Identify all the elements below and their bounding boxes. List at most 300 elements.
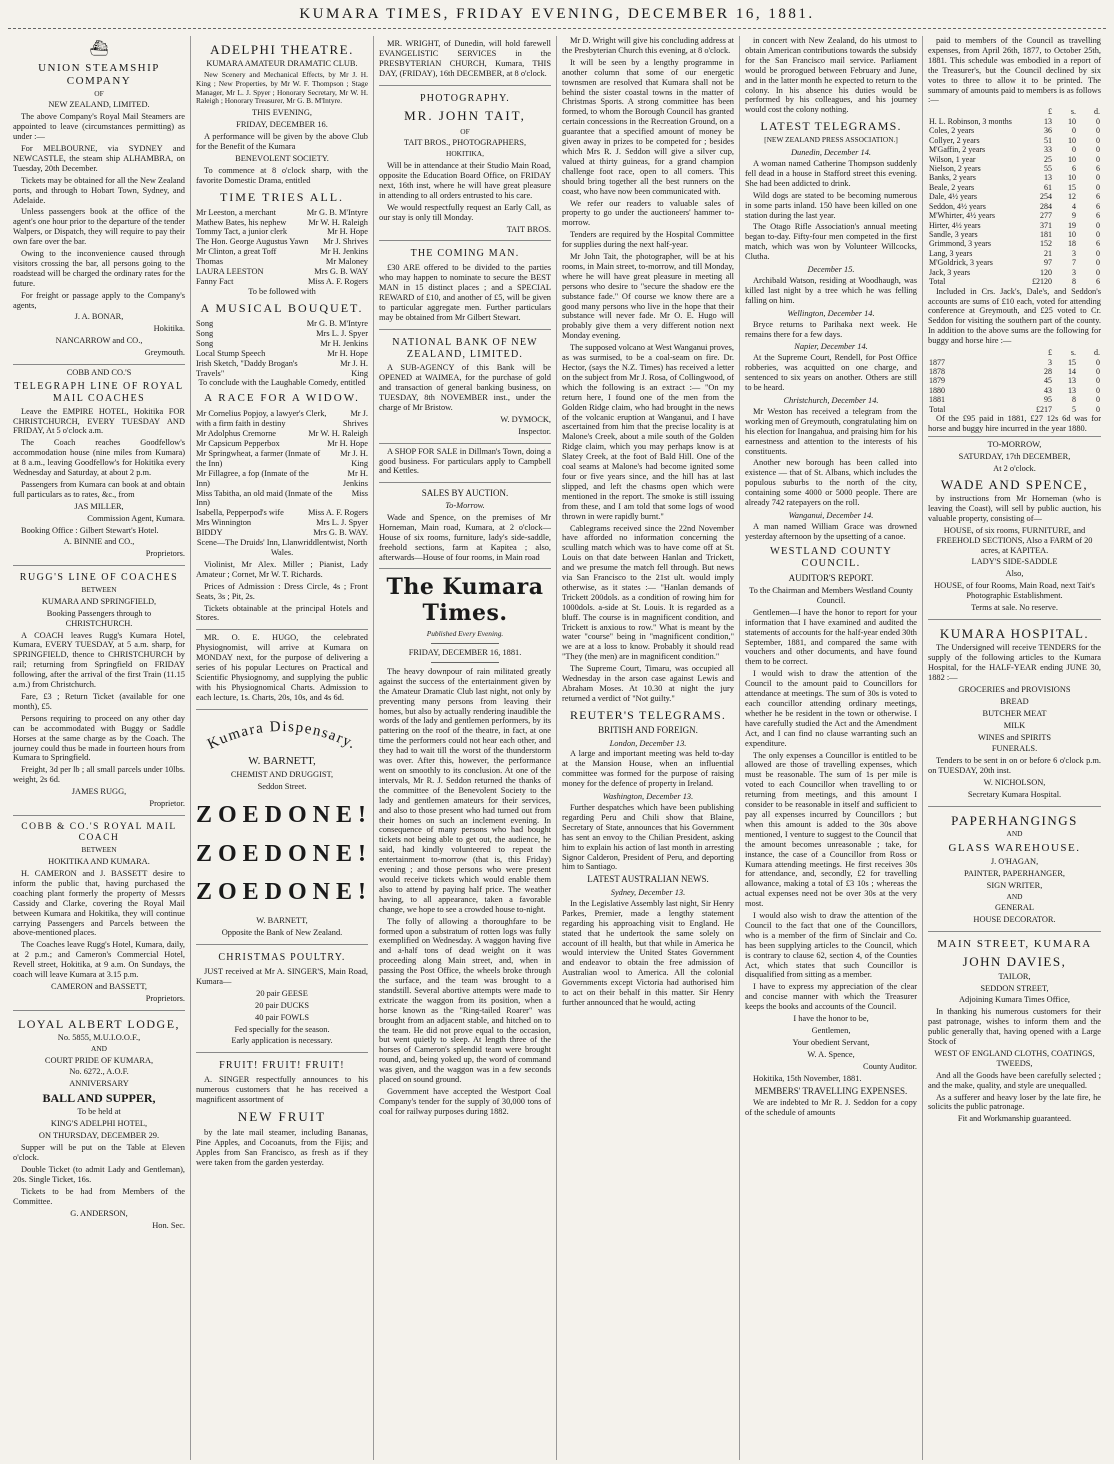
table-cell: 371 xyxy=(1040,220,1052,230)
performer-name: Mr J. H. King xyxy=(340,448,368,468)
table-row xyxy=(928,164,1101,173)
ad-text: SIGN WRITER, xyxy=(986,880,1043,890)
section-subheading: BRITISH AND FOREIGN. xyxy=(598,724,698,735)
edition-date: FRIDAY, DECEMBER 16, 1881. xyxy=(408,648,522,658)
ad-text: Terms at sale. No reserve. xyxy=(971,603,1058,613)
play-title: A MUSICAL BOUQUET. xyxy=(200,300,364,315)
cast-row xyxy=(196,267,368,277)
table-cell: 0 xyxy=(1096,135,1100,145)
adelphi-theatre-ad xyxy=(196,36,368,630)
table-cell: 3 xyxy=(1072,267,1076,277)
performer-name: Miss A. F. Rogers xyxy=(307,277,368,287)
ad-text: Proprietors. xyxy=(145,549,185,559)
table-cell: 51 xyxy=(1044,135,1052,145)
ad-signature: W. DYMOCK, xyxy=(500,414,551,424)
table-cell: 6 xyxy=(1096,277,1100,287)
ad-subtitle: SATURDAY, 17th DECEMBER, xyxy=(958,451,1071,461)
ad-text: HOUSE DECORATOR. xyxy=(973,915,1056,925)
article-paragraph: A woman named Catherine Thompson suddenly fell dead in a house in Stafford street this evening. She had been addicted to drink. xyxy=(745,159,917,188)
article-paragraph: We refer our readers to valuable sales of property to go under the auctioneers' hammer to-morrow. xyxy=(562,198,734,228)
ad-text: To-Morrow. xyxy=(445,500,485,510)
table-cell: Hirter, 4½ years xyxy=(929,220,981,230)
table-row xyxy=(928,126,1101,135)
table-cell: 61 xyxy=(1044,182,1052,192)
role-name: Miss Tabitha, an old maid (Inmate of the Inn) xyxy=(196,488,333,508)
ad-text: CHEMIST AND DRUGGIST, xyxy=(230,769,334,779)
cast-row xyxy=(196,277,368,287)
ad-text: At 2 o'clock. xyxy=(993,463,1036,473)
table-cell: 3 xyxy=(1072,248,1076,258)
table-row xyxy=(928,136,1101,145)
performer-name: Miss A. F. Rogers xyxy=(307,508,368,518)
table-cell: 0 xyxy=(1096,220,1100,230)
table-cell: 13 xyxy=(1044,173,1052,183)
article-paragraph: Of the £95 paid in 1881, £27 12s 6d was for horse and buggy hire incurred in the year 1880. xyxy=(928,414,1101,434)
table-cell: Dale, 4½ years xyxy=(929,192,977,202)
national-bank-ad xyxy=(379,330,551,444)
role-name: Fanny Fact xyxy=(196,277,234,287)
table-cell: Seddon, 4½ years xyxy=(929,201,986,211)
table-cell: 254 xyxy=(1040,192,1052,202)
table-cell: 10 xyxy=(1068,230,1076,240)
zoedone-heading: ZOEDONE! xyxy=(196,879,373,906)
ad-text: The Coach reaches Goodfellow's accommodation house (nine miles from Kumara) at 8 a.m., leaving Goodfellow's for Hokitika every Wednesday and Saturday, at about 2 p.m. xyxy=(13,438,185,478)
ad-text: Commission Agent, Kumara. xyxy=(87,513,185,523)
ad-text: New Scenery and Mechanical Effects, by Mr J. H. King ; New Properties, by Mr W. F. Thompson ; Stage Manager, Mr L. J. Spyer ; Honorary Secretary, Mr W. H. Raleigh ; Honorary Treasurer, Mr G. B. M'Intyre. xyxy=(196,70,368,106)
ad-text: AND xyxy=(1006,891,1023,901)
column-1 xyxy=(8,36,191,1460)
table-cell: 6 xyxy=(1096,163,1100,173)
article-paragraph: The Supreme Court, Timaru, was occupied all Wednesday in the arson case against Lewis and Abraham Moses. At 10.30 at night the jury returned a verdict of "Not guilty." xyxy=(562,664,734,703)
performer-name: Mr H. Jenkins xyxy=(342,468,368,488)
ad-text: The Coaches leave Rugg's Hotel, Kumara, daily, at 2 p.m.; and Cameron's Commercial Hotel, Revell street, Hokitika, at 9 a.m. On Sundays, the coach will leave Kumara at 3.15 p.m. xyxy=(13,940,185,980)
cast-list xyxy=(196,208,368,287)
table-cell: Jack, 3 years xyxy=(929,267,971,277)
ad-text: Secretary Kumara Hospital. xyxy=(967,790,1062,800)
ad-subtitle: BENEVOLENT SOCIETY. xyxy=(235,153,329,163)
dateline: Sydney, December 13. xyxy=(610,887,686,897)
dispensary-ad xyxy=(196,710,373,946)
ad-text: Double Ticket (to admit Lady and Gentleman), 20s. Single Ticket, 16s. xyxy=(13,1164,185,1184)
publication-note: Published Every Evening. xyxy=(426,629,504,639)
article-paragraph: Cablegrams received since the 22nd November have afforded no information concerning the sculling match which was to have come off at St. Louis on that date between Hanlan and Trickett, and we presume the match fell through. But news via San Francisco to the 21st ult. would imply otherwise, as it states :— "Hanlan demands of Trickett 200dols. as a condition of rowing him for 1000dols. a-side at St. Louis. It is regarded as a bluff. The course is in magnificent condition, and Trickett is anxious to row." What is meant by the water "course" being in "magnificent condition," we are at a loss to know. Probably it should read "They (the men) are in magnificent condition." xyxy=(562,523,734,662)
ad-text: No. 5855, M.U.I.O.O.F., xyxy=(57,1032,141,1042)
table-row xyxy=(928,395,1101,404)
table-cell: 25 xyxy=(1044,154,1052,164)
article-paragraph: At the Supreme Court, Rendell, for Post Office robberies, was acquitted on one charge, and sentenced to six years on another. Others are still to be heard. xyxy=(745,353,917,393)
role-name: Song xyxy=(196,328,214,338)
ad-text: Owing to the inconvenience caused through visitors crossing the bar, all persons going to the roadstead will be charged the ordinary rates for the future. xyxy=(13,249,185,288)
table-cell: 18 xyxy=(1068,239,1076,249)
article-paragraph: Further despatches which have been publishing regarding Peru and Chili show that Blaine, Secretary of State, announces that his Government has sent an envoy to the Chilian President, asking him to explain his action of last month in arresting Signor Calderon, President of Peru, and deporting him to Santiago. xyxy=(562,803,734,872)
section-heading: LATEST TELEGRAMS. xyxy=(760,119,902,134)
table-cell: H. L. Robinson, 3 months xyxy=(929,116,1012,126)
ad-title: KUMARA HOSPITAL. xyxy=(939,625,1090,641)
role-name: Mr Fillagree, a fop (Inmate of the Inn) xyxy=(196,468,309,488)
cast-row xyxy=(196,359,368,379)
ad-text: HOKITIKA, xyxy=(446,149,484,159)
ad-text: FRIDAY, DECEMBER 16. xyxy=(236,120,328,130)
ad-text: KING'S ADELPHI HOTEL, xyxy=(50,1119,148,1129)
cast-row xyxy=(196,319,368,329)
table-cell: 1878 xyxy=(929,366,945,376)
ad-text: To be followed with xyxy=(248,286,316,296)
table-cell: 0 xyxy=(1096,248,1100,258)
performer-name: Mrs L. J. Spyer xyxy=(316,518,368,528)
article-paragraph: Tenders are required by the Hospital Committee for supplies during the next half-year. xyxy=(562,230,734,250)
article-paragraph: A large and important meeting was held to-day at the Mansion House, when an influential committee was formed for the purpose of raising money for the defence of property in Ireland. xyxy=(562,749,734,789)
page-header xyxy=(0,0,1114,34)
ad-signature: A. BINNIE and CO., xyxy=(63,537,135,547)
ad-text: BETWEEN xyxy=(81,845,117,855)
steamship-icon: ⛴ xyxy=(89,41,109,57)
ad-text: ON THURSDAY, DECEMBER 29. xyxy=(38,1131,160,1141)
svg-text:Kumara Dispensary.: Kumara Dispensary. xyxy=(205,718,359,753)
ad-signature: G. ANDERSON, xyxy=(70,1208,128,1218)
table-cell: 28 xyxy=(1044,366,1052,376)
article-paragraph: I would wish to draw the attention of the Council to the amount paid to Councillors for attendance at meetings. The sum of 30s is voted to each councillor attending ordinary meetings, whether he be resident in the town or otherwise. I have carefully studied the Act and the Amendment Act, and I can find no clause warranting such an expenditure. xyxy=(745,669,917,748)
wade-spence-auction-ad xyxy=(928,436,1101,620)
ad-text: GENERAL xyxy=(994,903,1035,913)
table-row xyxy=(928,268,1101,277)
table-cell: 97 xyxy=(1044,258,1052,268)
cast-row xyxy=(196,247,368,257)
performer-name: Mrs G. B. WAY xyxy=(314,267,368,277)
cast-row xyxy=(196,227,368,237)
ad-text: Tickets to be had from Members of the Committee. xyxy=(13,1186,185,1206)
article-paragraph: To the Chairman and Members Westland County Council. xyxy=(749,586,913,605)
hire-table xyxy=(928,348,1101,414)
table-cell: 55 xyxy=(1044,163,1052,173)
signoff: I have the honor to be, xyxy=(793,1014,869,1024)
cast-row xyxy=(196,218,368,228)
role-name: Song xyxy=(196,318,214,328)
table-cell: 10 xyxy=(1068,173,1076,183)
poultry-list xyxy=(196,989,368,1023)
ad-title: ADELPHI THEATRE. xyxy=(210,42,354,57)
ad-signature: J. A. BONAR, xyxy=(74,312,124,322)
ad-title: UNION STEAMSHIP COMPANY xyxy=(38,61,160,87)
cast-row xyxy=(196,439,368,449)
song-list xyxy=(196,319,368,378)
cast-row xyxy=(196,208,368,218)
ad-text: Inspector. xyxy=(518,426,551,436)
ad-text: We would respectfully request an Early Call, as our stay is only till Monday. xyxy=(379,202,551,222)
header-rule xyxy=(8,28,1106,29)
role-name: Tommy Tact, a junior clerk xyxy=(196,227,288,237)
performer-name: Mr H. Hope xyxy=(327,348,368,358)
cast-list xyxy=(196,409,368,538)
table-cell: Banks, 2 years xyxy=(929,173,976,183)
ad-signature: TAIT BROS. xyxy=(506,224,551,234)
table-cell: 1877 xyxy=(929,357,945,367)
ad-text: MR. O. E. HUGO, the celebrated Physiognomist, will arrive at Kumara on MONDAY next, for the purpose of delivering a series of his popular Lectures on Practical and Scientific Physiognomy, and supplying the public with his Physiognomical Charts. Admission to each lecture, 1s. Charts, 20s, 10s, and 4s 6d. xyxy=(196,633,368,702)
article-paragraph: The heavy downpour of rain militated greatly against the success of the entertainment given by the Amateur Dramatic Club last night, not only by preventing many persons from leaving their homes, but also by actually rendering inaudible the words of the lady and gentlemen performers, by its pattering on the roof of the theatre, in fact, at one time the performers could not hear each other, and they had to wait till the worst of the thunderstorm was over. After this, however, the performance went on smoothly to its conclusion. At one of the intervals, Mr R. J. Seddon returned the thanks of the committee of the Benevolent Society to the lady and gentlemen amateurs for their services, and also to those present who had turned out from their homes on such an inclement evening. In consequence of many persons who had bought tickets not being able to get out, the audience, he said, had kindly volunteered to repeat the entertainment to-morrow (that is, this Friday) evening ; and those persons who were present would receive tickets which would enable them also to attend by paying half price. The weather having, to all appearance, taken a favorable change, we hope to see a crowded house to-night. xyxy=(379,666,551,914)
ad-signature: CAMERON and BASSETT, xyxy=(51,981,147,991)
table-cell: 0 xyxy=(1096,154,1100,164)
dateline: December 15. xyxy=(807,265,855,275)
shop-sale-ad xyxy=(379,444,551,484)
table-cell: 14 xyxy=(1068,366,1076,376)
article-paragraph: The folly of allowing a thoroughfare to be formed upon a substratum of rotten logs was fully exemplified on Wednesday. A waggon having five and a-half tons of dead weight on it was proceeding along Main street, and, when in passing the Post Office, the wheels broke through the surface, and the team was brought to a standstill. Several abortive attempts were made to extricate the waggon from its position, when a horse known as the "Ring-tailed Roarer" was brought from an adjacent stable, and hitched on to the team. He did not prove equal to the occasion, but went quietly to sleep. At length three of the horses of Cameron's splendid team were brought round, and, being yoked up, the word of command was given, and the waggon was in a few seconds placed on sound ground. xyxy=(379,916,551,1085)
ad-signature: JAS MILLER, xyxy=(74,501,124,511)
list-item: 40 pair FOWLS xyxy=(255,1012,309,1022)
ad-title: PAPERHANGINGS xyxy=(951,813,1078,828)
table-cell: 6 xyxy=(1096,239,1100,249)
hospital-tender-ad xyxy=(928,620,1101,807)
ad-subtitle: MR. JOHN TAIT, xyxy=(404,108,526,124)
article-paragraph: Mr D. Wright will give his concluding address at the Presbyterian Church this evening, at 8 o'clock. xyxy=(562,36,734,55)
ad-text: A. SINGER respectfully announces to his numerous customers that he has received a magnificent assortment of xyxy=(196,1075,368,1104)
performer-name: Mr G. B. M'Intyre xyxy=(306,207,368,217)
role-name: Thomas xyxy=(196,257,223,267)
ad-text: ANNIVERSARY xyxy=(69,1079,129,1089)
ad-title: TELEGRAPH LINE OF ROYAL MAIL COACHES xyxy=(14,381,184,404)
list-item: LADY'S SIDE-SADDLE xyxy=(971,557,1058,567)
table-cell: 13 xyxy=(1068,376,1076,386)
performer-name: Mr Maloney xyxy=(325,257,368,267)
list-item: HOUSE, of six rooms, FURNITURE, and FREEHOLD SECTIONS, Also a FARM of 20 acres, at KAPITEA. xyxy=(936,525,1093,555)
table-cell: 1881 xyxy=(929,395,945,405)
list-item: HOUSE, of four Rooms, Main Road, next Tait's Photographic Establishment. xyxy=(934,581,1095,601)
table-cell: 7 xyxy=(1072,258,1076,268)
ad-text: AND xyxy=(90,1043,107,1053)
ad-subtitle: KUMARA AND SPRINGFIELD, xyxy=(41,596,157,606)
table-cell: 4 xyxy=(1072,201,1076,211)
play-title: TIME TRIES ALL. xyxy=(219,189,345,204)
ad-text: Proprietors. xyxy=(145,993,185,1003)
signoff: County Auditor. xyxy=(863,1061,917,1071)
table-cell: Collyer, 2 years xyxy=(929,135,980,145)
table-cell: 181 xyxy=(1040,230,1052,240)
ad-text: Will be in attendance at their Studio Main Road, opposite the Education Board Office, on FRIDAY next, 16th inst, where he will have great pleasure in attending to all orders entrusted to his care. xyxy=(379,161,551,200)
ad-text: by the late mail steamer, including Bananas, Pine Apples, and Cocoanuts, from the Fijis; and Apples from San Francisco, as fresh as if they were taken from the garden yesterday. xyxy=(196,1128,368,1167)
table-cell: M'Gaffin, 2 years xyxy=(929,145,986,155)
cast-row xyxy=(196,528,368,538)
ad-text: No. 6272., A.O.F. xyxy=(69,1067,129,1077)
article-paragraph: It will be seen by a lengthy programme in another column that some of our energetic townsmen are resolved that Kumara shall not be behind the sister coastal towns in the matter of Christmas Sports. A strong committee has been formed, to whom the Borough Council has granted certain concessions in the Recreation Ground, on a guarantee that a specified amount of money be given away in prizes to be competed for ; besides which Mrs R. J. Seddon will give a silver cup, valued at thirty guineas, for a grand champion challenge foot race, open to all comers. This should bring together all the best runners on the coast, who have now been communicated with. xyxy=(562,57,734,196)
ad-title: WADE AND SPENCE, xyxy=(940,476,1089,492)
ad-text: Prices of Admission : Dress Circle, 4s ; Front Seats, 3s ; Pit, 2s. xyxy=(196,581,368,601)
table-cell: 1879 xyxy=(929,376,945,386)
zoedone-heading: ZOEDONE! xyxy=(196,802,373,829)
ad-text: Fit and Workmanship guaranteed. xyxy=(957,1114,1072,1124)
paperhangings-ad xyxy=(928,807,1101,932)
table-cell: 0 xyxy=(1096,267,1100,277)
ad-subtitle: WEST OF ENGLAND CLOTHS, COATINGS, TWEEDS, xyxy=(934,1048,1095,1068)
performer-name: Mr W. H. Raleigh xyxy=(308,429,368,439)
performer-name: Mr H. Jenkins xyxy=(320,338,368,348)
ad-text: Tickets may be obtained for all the New Zealand ports, and through to Hobart Town, Sydney, and Adelaide. xyxy=(13,175,185,205)
ad-text: A performance will be given by the above Club for the Benefit of the Kumara xyxy=(196,131,368,151)
table-row xyxy=(928,258,1101,267)
ad-text: Early application is necessary. xyxy=(231,1036,333,1046)
ad-text: Supper will be put on the Table at Eleven o'clock. xyxy=(13,1143,185,1163)
table-row xyxy=(928,239,1101,248)
ad-text: £30 ARE offered to be divided to the parties who may happen to nominate to secure the BEST MAN in 15 distinct places ; and a SPECIAL REWARD of £10, and another of £5, will be given to particular aggregate men. Further particulars may be obtained from Mr Gilbert Stewart. xyxy=(379,263,551,322)
table-cell: 0 xyxy=(1096,404,1100,414)
table-row xyxy=(928,221,1101,230)
play-title: A RACE FOR A WIDOW. xyxy=(204,392,360,405)
performer-name: Mr H. Hope xyxy=(327,439,368,449)
table-cell: 0 xyxy=(1072,126,1076,136)
table-cell: 3 xyxy=(1048,357,1052,367)
performer-name: Mr W. H. Raleigh xyxy=(308,217,368,227)
dateline: Wanganui, December 14. xyxy=(788,510,874,520)
ad-text: BETWEEN xyxy=(81,585,117,595)
table-cell: Sandle, 3 years xyxy=(929,230,978,240)
ad-text: MR. WRIGHT, of Dunedin, will hold farewell EVANGELISTIC SERVICES in the PRESBYTERIAN CHURCH, Kumara, THIS DAY, (FRIDAY), 16th DECEMBER, at 8 o'clock. xyxy=(379,39,551,78)
ad-text: Fed specially for the season. xyxy=(234,1024,330,1034)
role-name: Mathew Bates, his nephew xyxy=(196,217,287,227)
table-cell: 0 xyxy=(1096,385,1100,395)
ad-text: Booking Passengers through to CHRISTCHURCH. xyxy=(46,608,152,628)
table-cell: 15 xyxy=(1068,182,1076,192)
ad-text: by instructions from Mr Horneman (who is leaving the Coast), will sell by public auction, his valuable property, consisting of— xyxy=(928,494,1101,523)
table-cell: Total xyxy=(929,404,946,414)
dateline: Wellington, December 14. xyxy=(787,308,875,318)
article-paragraph: paid to members of the Council as travelling expenses, from April 26th, 1877, to October 25th, 1881. This schedule was embodied in a report of the Treasurer's, but the Council declined by six votes to three to allow it to be printed. The summary of amounts paid to members is as follows :— xyxy=(928,36,1101,105)
ad-subtitle: HOKITIKA AND KUMARA. xyxy=(48,857,150,867)
hugo-lecture-ad xyxy=(196,630,368,709)
table-cell: 0 xyxy=(1096,116,1100,126)
table-cell: 6 xyxy=(1096,211,1100,221)
column-2 xyxy=(191,36,374,1460)
ad-title: NATIONAL BANK OF NEW ZEALAND, LIMITED. xyxy=(392,336,538,360)
table-row xyxy=(928,230,1101,239)
table-row xyxy=(928,117,1101,126)
table-row xyxy=(928,155,1101,164)
cast-row xyxy=(196,508,368,518)
table-row xyxy=(928,249,1101,258)
ad-text: For MELBOURNE, via SYDNEY and NEWCASTLE, the steam ship ALHAMBRA, on Tuesday, 20th December. xyxy=(13,143,185,173)
ad-subtitle: NEW FRUIT xyxy=(237,1108,327,1124)
list-item: MILK xyxy=(1003,720,1026,730)
table-row xyxy=(928,173,1101,182)
table-cell: 277 xyxy=(1040,211,1052,221)
section-heading: WESTLAND COUNTY COUNCIL. xyxy=(769,545,893,570)
newspaper-page xyxy=(8,36,1106,1460)
cobb-telegraph-ad xyxy=(13,365,185,566)
ad-text: TAIT BROS., PHOTOGRAPHERS, xyxy=(403,138,527,148)
masthead: The Kumara Times. xyxy=(386,574,544,627)
divider xyxy=(431,643,500,644)
ad-text: H. CAMERON and J. BASSETT desire to inform the public that, having purchased the coaching plant formerly the property of Messrs Cassidy and Clarke, covering the Royal Mail between Kumara and Hokitika, they will continue carrying Passengers and Parcels between the above-mentioned places. xyxy=(13,869,185,938)
table-row xyxy=(928,183,1101,192)
article-paragraph: Mr Weston has received a telegram from the working men of Greymouth, congratulating him on his election for Inangahua, and praising him for his earnestness and attention to the interests of his constituents. xyxy=(745,406,917,456)
article-paragraph: Hokitika, 15th November, 1881. xyxy=(753,1073,862,1083)
ad-title: CHRISTMAS POULTRY. xyxy=(218,952,346,964)
ad-text: Passengers from Kumara can book at and obtain full particulars as to rates, &c., from xyxy=(13,479,185,499)
ad-text: The above Company's Royal Mail Steamers are appointed to leave (circumstances permitting) as under :— xyxy=(13,112,185,142)
table-cell: £217 xyxy=(1036,404,1052,414)
article-paragraph: We are indebted to Mr R. J. Seddon for a copy of the schedule of amounts xyxy=(745,1098,917,1118)
ad-text: PAINTER, PAPERHANGER, xyxy=(963,868,1066,878)
list-item: GROCERIES and PROVISIONS xyxy=(958,684,1071,694)
ad-text: Leave the EMPIRE HOTEL, Hokitika FOR CHRISTCHURCH, EVERY TUESDAY AND FRIDAY, At 5 o'clock a.m. xyxy=(13,406,185,436)
ad-text: OF xyxy=(460,126,470,136)
role-name: Mr Capsicum Pepperbox xyxy=(196,439,280,449)
list-item: FUNERALS. xyxy=(991,744,1038,754)
table-total-row xyxy=(928,277,1101,286)
performer-name: Mr J. Shrives xyxy=(323,237,368,247)
ad-text: To commence at 8 o'clock sharp, with the favorite Domestic Drama, entitled xyxy=(196,165,368,185)
cast-row xyxy=(196,257,368,267)
table-cell: 43 xyxy=(1044,385,1052,395)
role-name: Song xyxy=(196,338,214,348)
ad-subtitle: KUMARA AMATEUR DRAMATIC CLUB. xyxy=(206,59,358,69)
dateline: London, December 13. xyxy=(609,738,687,748)
table-header-row: £ s. d. xyxy=(1048,348,1100,358)
ad-signature: J. O'HAGAN, xyxy=(990,857,1039,867)
cast-row xyxy=(196,237,368,247)
table-cell: 21 xyxy=(1044,248,1052,258)
table-cell: 0 xyxy=(1096,145,1100,155)
table-cell: 6 xyxy=(1072,163,1076,173)
ad-title: JOHN DAVIES, xyxy=(962,954,1067,970)
members-expenses-table xyxy=(928,107,1101,286)
table-row xyxy=(928,202,1101,211)
dateline: Napier, December 14. xyxy=(794,342,868,352)
cobb-royal-mail-ad xyxy=(13,816,185,1011)
ad-text: Tenders to be sent in on or before 6 o'clock p.m. on TUESDAY, 20th inst. xyxy=(928,756,1101,776)
table-cell: 19 xyxy=(1068,220,1076,230)
table-cell: 36 xyxy=(1044,126,1052,136)
table-cell: 0 xyxy=(1096,182,1100,192)
table-cell: 5 xyxy=(1072,404,1076,414)
list-item: 20 pair GEESE xyxy=(256,988,308,998)
article-paragraph: Gentlemen—I have the honor to report for your information that I have examined and audited the statements of accounts for the half-year ended 30th September, 1881, and compared the same with vouchers and other documents, and have found them to be correct. xyxy=(745,607,917,667)
ad-text: Hon. Sec. xyxy=(152,1220,185,1230)
wright-services-ad xyxy=(379,36,551,86)
section-subheading: AUDITOR'S REPORT. xyxy=(788,573,874,584)
performer-name: Mrs G. B. WAY. xyxy=(313,528,368,538)
table-cell: 13 xyxy=(1068,385,1076,395)
table-cell: 120 xyxy=(1040,267,1052,277)
table-cell: Grimmond, 3 years xyxy=(929,239,991,249)
coming-man-ad xyxy=(379,241,551,329)
ad-text: COBB AND CO.'S xyxy=(66,368,132,378)
table-row xyxy=(928,358,1101,367)
ad-text: Proprietor. xyxy=(149,799,185,809)
ad-text: TO-MORROW, xyxy=(987,439,1042,449)
role-name: Isabella, Pepperpod's wife xyxy=(196,508,284,518)
ad-title: LOYAL ALBERT LODGE, xyxy=(17,1016,181,1031)
ad-text: To conclude with the Laughable Comedy, entitled xyxy=(198,378,366,388)
table-cell: 152 xyxy=(1040,239,1052,249)
ad-title: COBB & CO.'S ROYAL MAIL COACH xyxy=(21,821,177,844)
ad-text: Wade and Spence, on the premises of Mr Horneman, Main road, Kumara, at 2 o'clock—House of six rooms, furniture, lady's side-saddle, freehold sections, farm at Kapitea ; also, afterwards—House of four rooms, in Main road xyxy=(379,512,551,562)
davies-tailor-ad xyxy=(928,932,1101,1130)
fruit-ad xyxy=(196,1053,368,1173)
ad-text: Scene—The Druids' Inn, Llanwriddlentwist, North Wales. xyxy=(196,538,368,557)
section-subheading: MEMBERS' TRAVELLING EXPENSES. xyxy=(754,1085,908,1096)
table-cell: 95 xyxy=(1044,395,1052,405)
role-name: Mr Leeston, a merchant xyxy=(196,207,276,217)
table-cell: 0 xyxy=(1096,395,1100,405)
dateline: Christchurch, December 14. xyxy=(783,395,879,405)
list-item: Also, xyxy=(1005,569,1024,579)
table-cell: M'Goldrick, 3 years xyxy=(929,258,993,268)
article-paragraph: Wild dogs are stated to be becoming numerous in some parts inland. 150 have been killed on one station during the last year. xyxy=(745,190,917,220)
article-paragraph: The only expenses a Councillor is entitled to be allowed are those of travelling expenses, which must be reasonable. The sum of 1s per mile is voted to each Councillor when travelling to or returning from meetings, and this amount I consider to be reasonable in itself and sufficient to pay all expenses incurred by Councillors ; but when this amount is added to the 30s above mentioned, I venture to suggest to the Council that the amount becomes unreasonable ; take, for instance, the case of a Councillor from Ross or Kumara attending meetings. He first receives 30s for attendance, and, secondly, £2 for travelling allowance, making a total of £3 10s ; whereas the actual expenses need not be over 30s at the very most. xyxy=(745,750,917,909)
table-cell: 0 xyxy=(1096,173,1100,183)
ad-text: Tickets obtainable at the principal Hotels and Stores. xyxy=(196,603,368,623)
ad-text: In thanking his numerous customers for their past patronage, wishes to inform them and the public generally that, having opened with a Large Stock of xyxy=(928,1007,1101,1047)
table-total-row xyxy=(928,405,1101,414)
role-name: BIDDY xyxy=(196,528,223,538)
table-cell: £2120 xyxy=(1032,277,1052,287)
